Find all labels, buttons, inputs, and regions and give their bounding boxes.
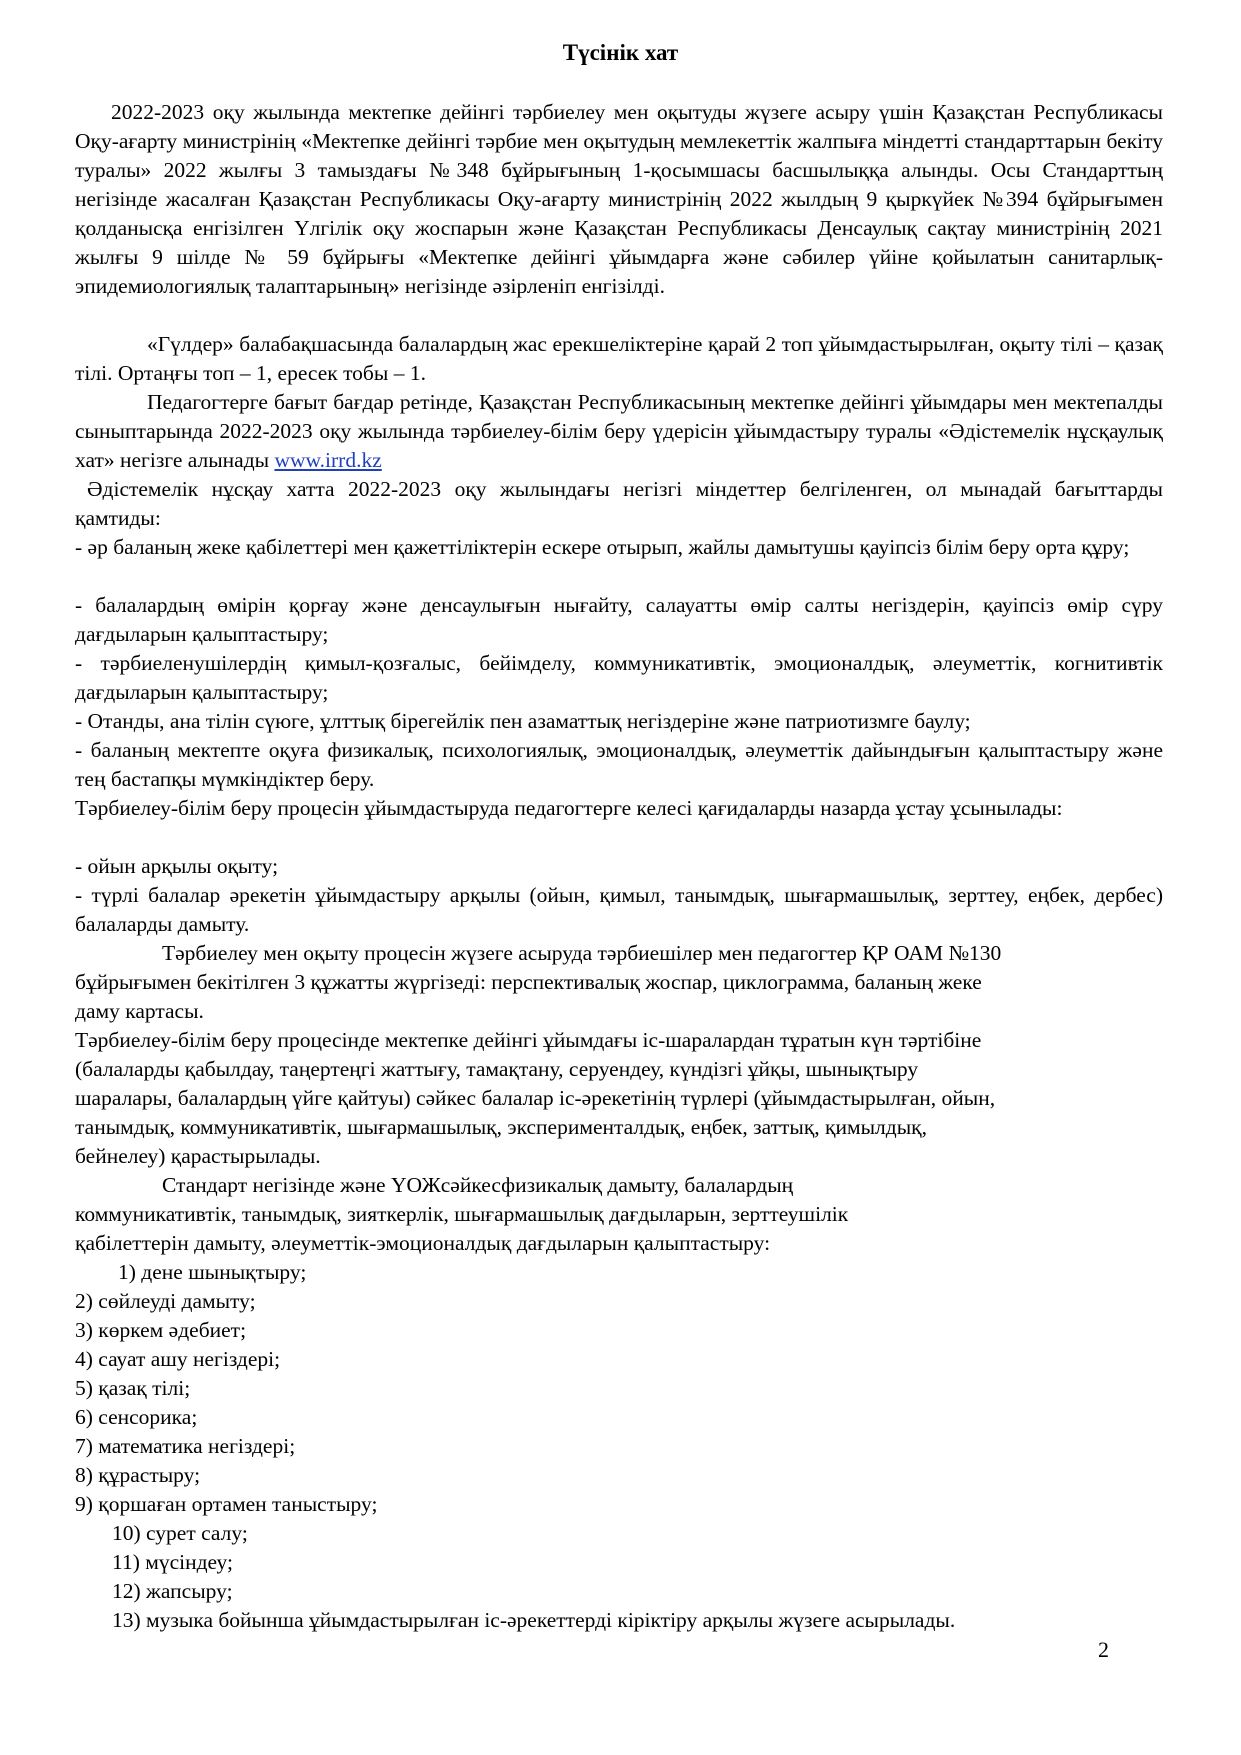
activity-list-item: 4) сауат ашу негіздері; bbox=[75, 1347, 281, 1371]
activity-list-item: 11) мүсіндеу; bbox=[112, 1550, 234, 1574]
activity-list-item: 1) дене шынықтыру; bbox=[118, 1260, 307, 1284]
principle-item: - түрлі балалар әрекетін ұйымдастыру арқылы (ойын, қимыл, танымдық, шығармашылық, зерттеу, еңбек, дербес) балаларды дамыту. bbox=[75, 883, 1163, 936]
task-item: - Отанды, ана тілін сүюге, ұлттық бірегейлік пен азаматтық негіздеріне және патриотизмге баулу; bbox=[75, 709, 971, 733]
documents-line: бұйрығымен бекітілген 3 құжатты жүргізеді: перспективалық жоспар, циклограмма, баланың жеке bbox=[75, 970, 982, 994]
principle-item: - ойын арқылы оқыту; bbox=[75, 854, 279, 878]
documents-line: даму картасы. bbox=[75, 999, 204, 1023]
activity-list-item: 7) математика негіздері; bbox=[75, 1434, 296, 1458]
activity-list-item: 3) көркем әдебиет; bbox=[75, 1318, 247, 1342]
activity-list-item: 2) сөйлеуді дамыту; bbox=[75, 1289, 256, 1313]
activity-list-item: 10) сурет салу; bbox=[112, 1521, 248, 1545]
task-item: - тәрбиеленушілердің қимыл-қозғалыс, бейімделу, коммуникативтік, эмоционалдық, әлеуметтік, когнитивтік дағдыларын қалыптастыру; bbox=[75, 651, 1163, 704]
methodical-letter-text: Педагогтерге бағыт бағдар ретінде, Қазақстан Республикасының мектепке дейінгі ұйымдары мен мектепалды сыныптарында 2022-2023 оқу жылында тәрбиелеу-білім беру үдерісін ұйымдастыру туралы «Әдістемелік нұсқаулық хат» негізге алынады bbox=[75, 390, 1163, 472]
activity-list-item: 13) музыка бойынша ұйымдастырылған іс-әрекеттерді кіріктіру арқылы жүзеге асырылады. bbox=[112, 1608, 956, 1632]
daily-routine-line: танымдық, коммуникативтік, шығармашылық, эксперименталдық, еңбек, заттық, қимылдық, bbox=[75, 1115, 927, 1139]
kindergarten-groups-paragraph: «Гүлдер» балабақшасында балалардың жас ерекшеліктеріне қарай 2 топ ұйымдастырылған, оқыту тілі – қазақ тілі. Ортаңғы топ – 1, ересек тобы – 1. bbox=[75, 332, 1163, 385]
standard-line: Стандарт негізінде және ҮОЖсәйкесфизикалық дамыту, балалардың bbox=[162, 1173, 794, 1197]
daily-routine-line: шаралары, балалардың үйге қайтуы) сәйкес балалар іс-әрекетінің түрлері (ұйымдастырылған, ойын, bbox=[75, 1086, 996, 1110]
task-item: - әр баланың жеке қабілеттері мен қажеттіліктерін ескере отырып, жайлы дамытушы қауіпсіз білім беру орта құру; bbox=[75, 535, 1130, 559]
document-title: Түсінік хат bbox=[562, 40, 679, 65]
standard-line: коммуникативтік, танымдық, зияткерлік, шығармашылық дағдыларын, зерттеушілік bbox=[75, 1202, 849, 1226]
page-number: 2 bbox=[1098, 1637, 1109, 1662]
documents-line: Тәрбиелеу мен оқыту процесін жүзеге асыруда тәрбиешілер мен педагогтер ҚР ОАМ №130 bbox=[162, 941, 1002, 965]
intro-paragraph: 2022-2023 оқу жылында мектепке дейінгі тәрбиелеу мен оқытуды жүзеге асыру үшін Қазақстан Республикасы Оқу-ағарту министрінің «Мектепке дейінгі тәрбие мен оқытудың мемлекеттік жалпыға міндетті стандарттарын бекіту туралы» 2022 жылғы 3 тамыздағы №348 бұйрығының 1-қосымшасы басшылыққа алынды. Осы Стандарттың негізінде жасалған Қазақстан Республикасы Оқу-ағарту министрінің 2022 жылдың 9 қыркүйек №394 бұйрығымен қолданысқа енгізілген Үлгілік оқу жоспарын және Қазақстан Республикасы Денсаулық сақтау министрінің 2021 жылғы 9 шілде № 59 бұйрығы «Мектепке дейінгі ұйымдарға және сәбилер үйіне қойылатын санитарлық-эпидемиологиялық талаптарының» негізінде әзірленіп енгізілді. bbox=[75, 100, 1163, 298]
task-item: - балалардың өмірін қорғау және денсаулығын нығайту, салауатты өмір салты негіздерін, қауіпсіз өмір сүру дағдыларын қалыптастыру; bbox=[75, 593, 1163, 646]
task-item: - баланың мектепте оқуға физикалық, психологиялық, эмоционалдық, әлеуметтік дайындығын қалыптастыру және тең бастапқы мүмкіндіктер беру. bbox=[75, 738, 1163, 791]
methodical-letter-paragraph bbox=[75, 388, 1163, 475]
activity-list-item: 12) жапсыру; bbox=[112, 1579, 233, 1603]
daily-routine-line: (балаларды қабылдау, таңертеңгі жаттығу, тамақтану, серуендеу, күндізгі ұйқы, шынықтыру bbox=[75, 1057, 919, 1081]
tasks-intro-paragraph: Әдістемелік нұсқау хатта 2022-2023 оқу жылындағы негізгі міндеттер белгіленген, ол мынадай бағыттарды қамтиды: bbox=[75, 477, 1163, 530]
activity-list-item: 5) қазақ тілі; bbox=[75, 1376, 191, 1400]
daily-routine-line: Тәрбиелеу-білім беру процесінде мектепке дейінгі ұйымдағы іс-шаралардан тұратын күн тәртібіне bbox=[75, 1028, 982, 1052]
standard-line: қабілеттерін дамыту, әлеуметтік-эмоционалдық дағдыларын қалыптастыру: bbox=[75, 1231, 771, 1255]
daily-routine-line: бейнелеу) қарастырылады. bbox=[75, 1144, 321, 1168]
irrd-link[interactable]: www.irrd.kz bbox=[274, 448, 382, 472]
principles-paragraph: Тәрбиелеу-білім беру процесін ұйымдастыруда педагогтерге келесі қағидаларды назарда ұстау ұсынылады: bbox=[75, 796, 1063, 820]
activity-list-item: 8) құрастыру; bbox=[75, 1463, 201, 1487]
activity-list-item: 9) қоршаған ортамен таныстыру; bbox=[75, 1492, 378, 1516]
activity-list-item: 6) сенсорика; bbox=[75, 1405, 198, 1429]
